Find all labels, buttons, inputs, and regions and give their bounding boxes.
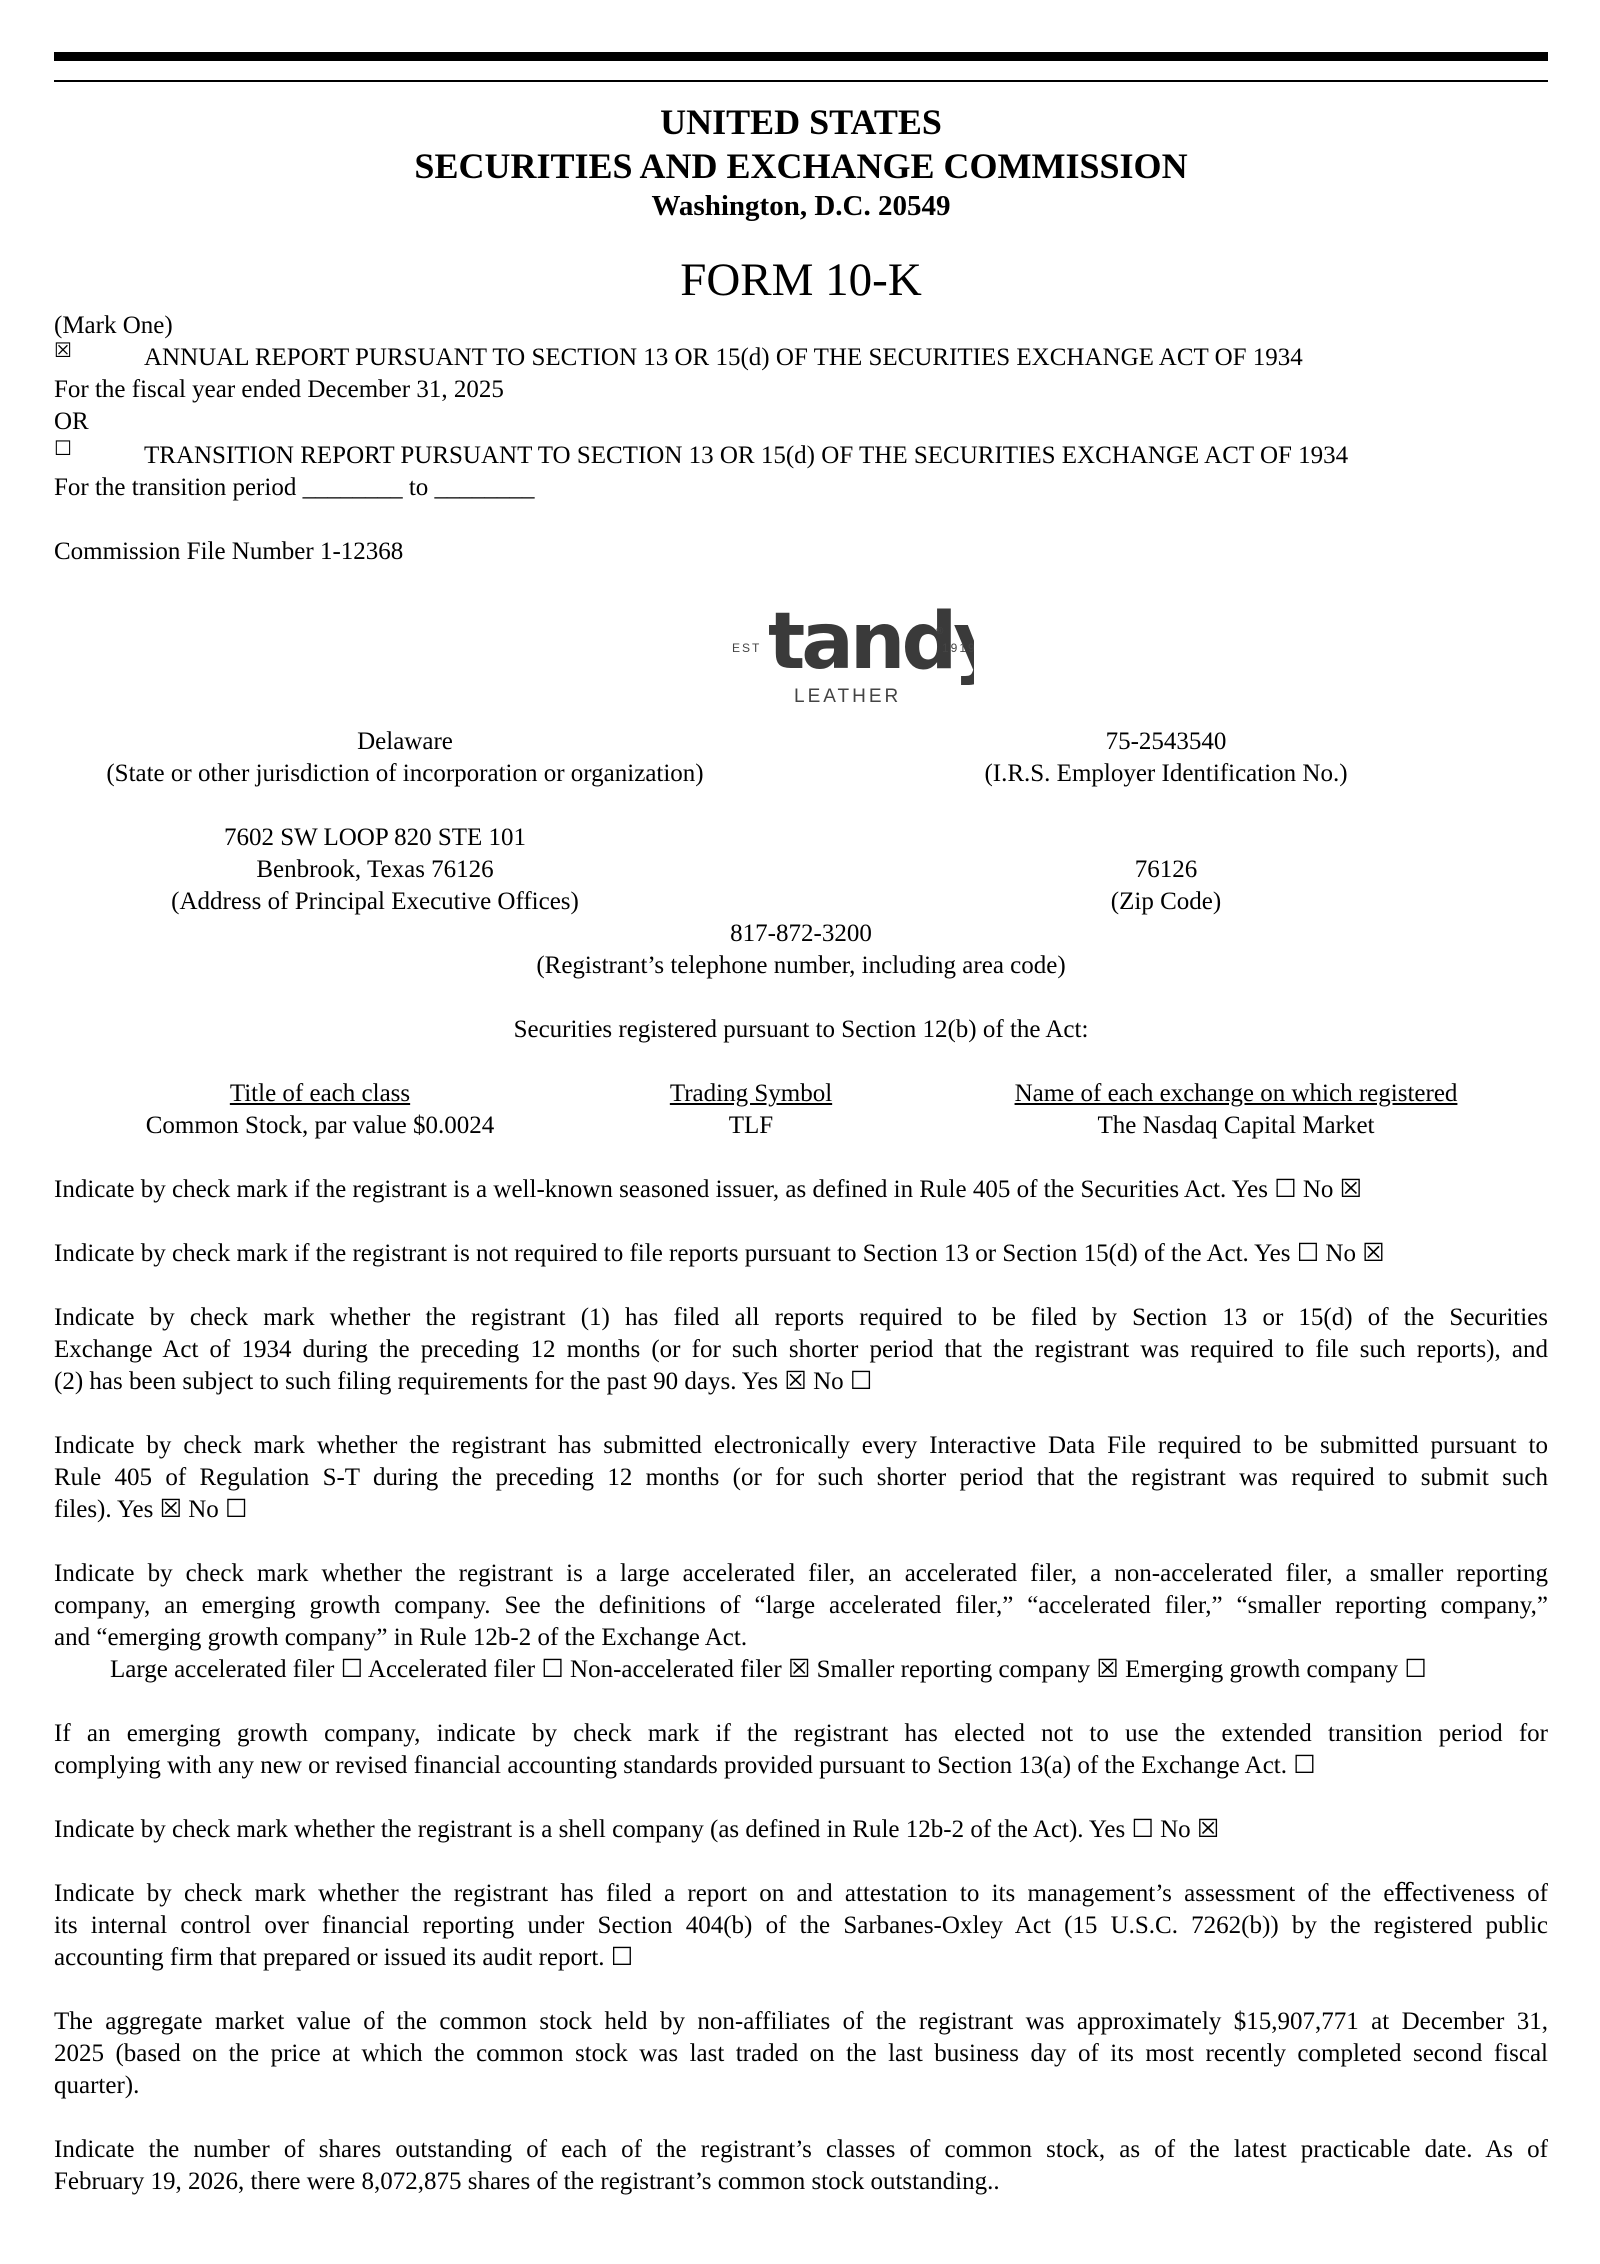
question-interactive-line3: files). Yes ☒ No ☐ [54, 1496, 248, 1523]
question-filer-line2: company, an emerging growth company. See the definitions of “large accelerated filer,” “accelerated filer,” “smaller reporting company,” [54, 1592, 1548, 1619]
phone-label: (Registrant’s telephone number, including area code) [536, 952, 1066, 979]
question-interactive-line1: Indicate by check mark whether the registrant has submitted electronically every Interactive Data File required to be submitted pursuant to [54, 1432, 1548, 1459]
question-icfr-line2: its internal control over financial reporting under Section 404(b) of the Sarbanes-Oxley Act (15 U.S.C. 7262(b)) by the registered public [54, 1912, 1548, 1939]
or-text: OR [54, 408, 89, 435]
mark-one: (Mark One) [54, 312, 173, 339]
filer-status-options: Large accelerated filer ☐ Accelerated filer ☐ Non-accelerated filer ☒ Smaller reporting company ☒ Emerging growth company ☐ [110, 1656, 1427, 1683]
question-filer-line3: and “emerging growth company” in Rule 12b-2 of the Exchange Act. [54, 1624, 748, 1651]
annual-report-checkbox[interactable]: ☒ [54, 340, 72, 362]
shares-outstanding-line1: Indicate the number of shares outstanding of each of the registrant’s classes of common stock, as of the latest practicable date. As of [54, 2136, 1548, 2163]
ein-label: (I.R.S. Employer Identification No.) [984, 760, 1348, 787]
question-icfr-line3: accounting firm that prepared or issued its audit report. ☐ [54, 1944, 634, 1971]
annual-report-label: ANNUAL REPORT PURSUANT TO SECTION 13 OR 15(d) OF THE SECURITIES EXCHANGE ACT OF 1934 [144, 344, 1303, 371]
securities-heading: Securities registered pursuant to Section 12(b) of the Act: [513, 1016, 1089, 1043]
table-cell-exchange: The Nasdaq Capital Market [1097, 1112, 1375, 1139]
logo-registered: ® [936, 626, 944, 637]
header-line3: Washington, D.C. 20549 [651, 190, 951, 222]
transition-period-line: For the transition period ________ to ________ [54, 474, 535, 501]
ein-value: 75-2543540 [1105, 728, 1227, 755]
table-cell-symbol: TLF [728, 1112, 774, 1139]
table-header-symbol: Trading Symbol [669, 1080, 833, 1107]
logo-est: EST [732, 641, 762, 655]
state-label: (State or other jurisdiction of incorporation or organization) [106, 760, 704, 787]
phone-value: 817-872-3200 [730, 920, 872, 947]
question-filed-reports-line3: (2) has been subject to such filing requirements for the past 90 days. Yes ☒ No ☐ [54, 1368, 873, 1395]
question-egc-line1: If an emerging growth company, indicate by check mark if the registrant has elected not to use the extended transition period for [54, 1720, 1548, 1747]
commission-file-number: Commission File Number 1-12368 [54, 538, 404, 565]
header-line2: SECURITIES AND EXCHANGE COMMISSION [414, 146, 1188, 186]
shares-outstanding-line2: February 19, 2026, there were 8,072,875 shares of the registrant’s common stock outstanding.. [54, 2168, 1000, 2195]
market-value-line3: quarter). [54, 2072, 140, 2099]
question-interactive-line2: Rule 405 of Regulation S-T during the preceding 12 months (or for such shorter period that the registrant was required to submit such [54, 1464, 1548, 1491]
question-filed-reports-line1: Indicate by check mark whether the registrant (1) has filed all reports required to be filed by Section 13 or 15(d) of the Securities [54, 1304, 1548, 1331]
top-rule-thick [54, 52, 1548, 61]
logo-wordmark: tand [768, 597, 954, 687]
state-value: Delaware [357, 728, 453, 755]
logo-graphic [674, 590, 974, 730]
fiscal-year-line: For the fiscal year ended December 31, 2025 [54, 376, 504, 403]
question-icfr-line1: Indicate by check mark whether the registrant has filed a report on and attestation to its management’s assessment of the eﬀectiveness of [54, 1880, 1548, 1907]
address-line1: 7602 SW LOOP 820 STE 101 [223, 824, 527, 851]
header-line1: UNITED STATES [660, 102, 942, 142]
address-label: (Address of Principal Executive Offices) [171, 888, 579, 915]
transition-report-label: TRANSITION REPORT PURSUANT TO SECTION 13 OR 15(d) OF THE SECURITIES EXCHANGE ACT OF 1934 [144, 442, 1349, 469]
address-line2: Benbrook, Texas 76126 [256, 856, 494, 883]
tandy-leather-logo [674, 590, 974, 730]
question-filer-line1: Indicate by check mark whether the registrant is a large accelerated filer, an accelerated filer, a non-accelerated filer, a smaller reporting [54, 1560, 1548, 1587]
form-title: FORM 10-K [680, 254, 922, 306]
table-header-title: Title of each class [229, 1080, 411, 1107]
logo-leather: LEATHER [794, 686, 902, 707]
transition-report-checkbox[interactable]: ☐ [54, 438, 72, 460]
top-rule-thin [54, 80, 1548, 82]
question-shell: Indicate by check mark whether the registrant is a shell company (as defined in Rule 12b-2 of the Act). Yes ☐ No ☒ [54, 1816, 1220, 1843]
logo-year: 1919 [942, 641, 974, 655]
table-cell-title: Common Stock, par value $0.0024 [145, 1112, 495, 1139]
table-header-exchange: Name of each exchange on which registered [1014, 1080, 1458, 1107]
question-egc-line2: complying with any new or revised financial accounting standards provided pursuant to Section 13(a) of the Exchange Act. ☐ [54, 1752, 1316, 1779]
zip-label: (Zip Code) [1110, 888, 1222, 915]
zip-value: 76126 [1134, 856, 1198, 883]
market-value-line2: 2025 (based on the price at which the common stock was last traded on the last business day of its most recently completed second fiscal [54, 2040, 1548, 2067]
market-value-line1: The aggregate market value of the common stock held by non-affiliates of the registrant was approximately $15,907,771 at December 31, [54, 2008, 1548, 2035]
question-filed-reports-line2: Exchange Act of 1934 during the preceding 12 months (or for such shorter period that the registrant was required to file such reports), and [54, 1336, 1548, 1363]
question-not-required: Indicate by check mark if the registrant is not required to file reports pursuant to Section 13 or Section 15(d) of the Act. Yes ☐ No ☒ [54, 1240, 1385, 1267]
question-wksi: Indicate by check mark if the registrant is a well-known seasoned issuer, as defined in Rule 405 of the Securities Act. Yes ☐ No ☒ [54, 1176, 1363, 1203]
